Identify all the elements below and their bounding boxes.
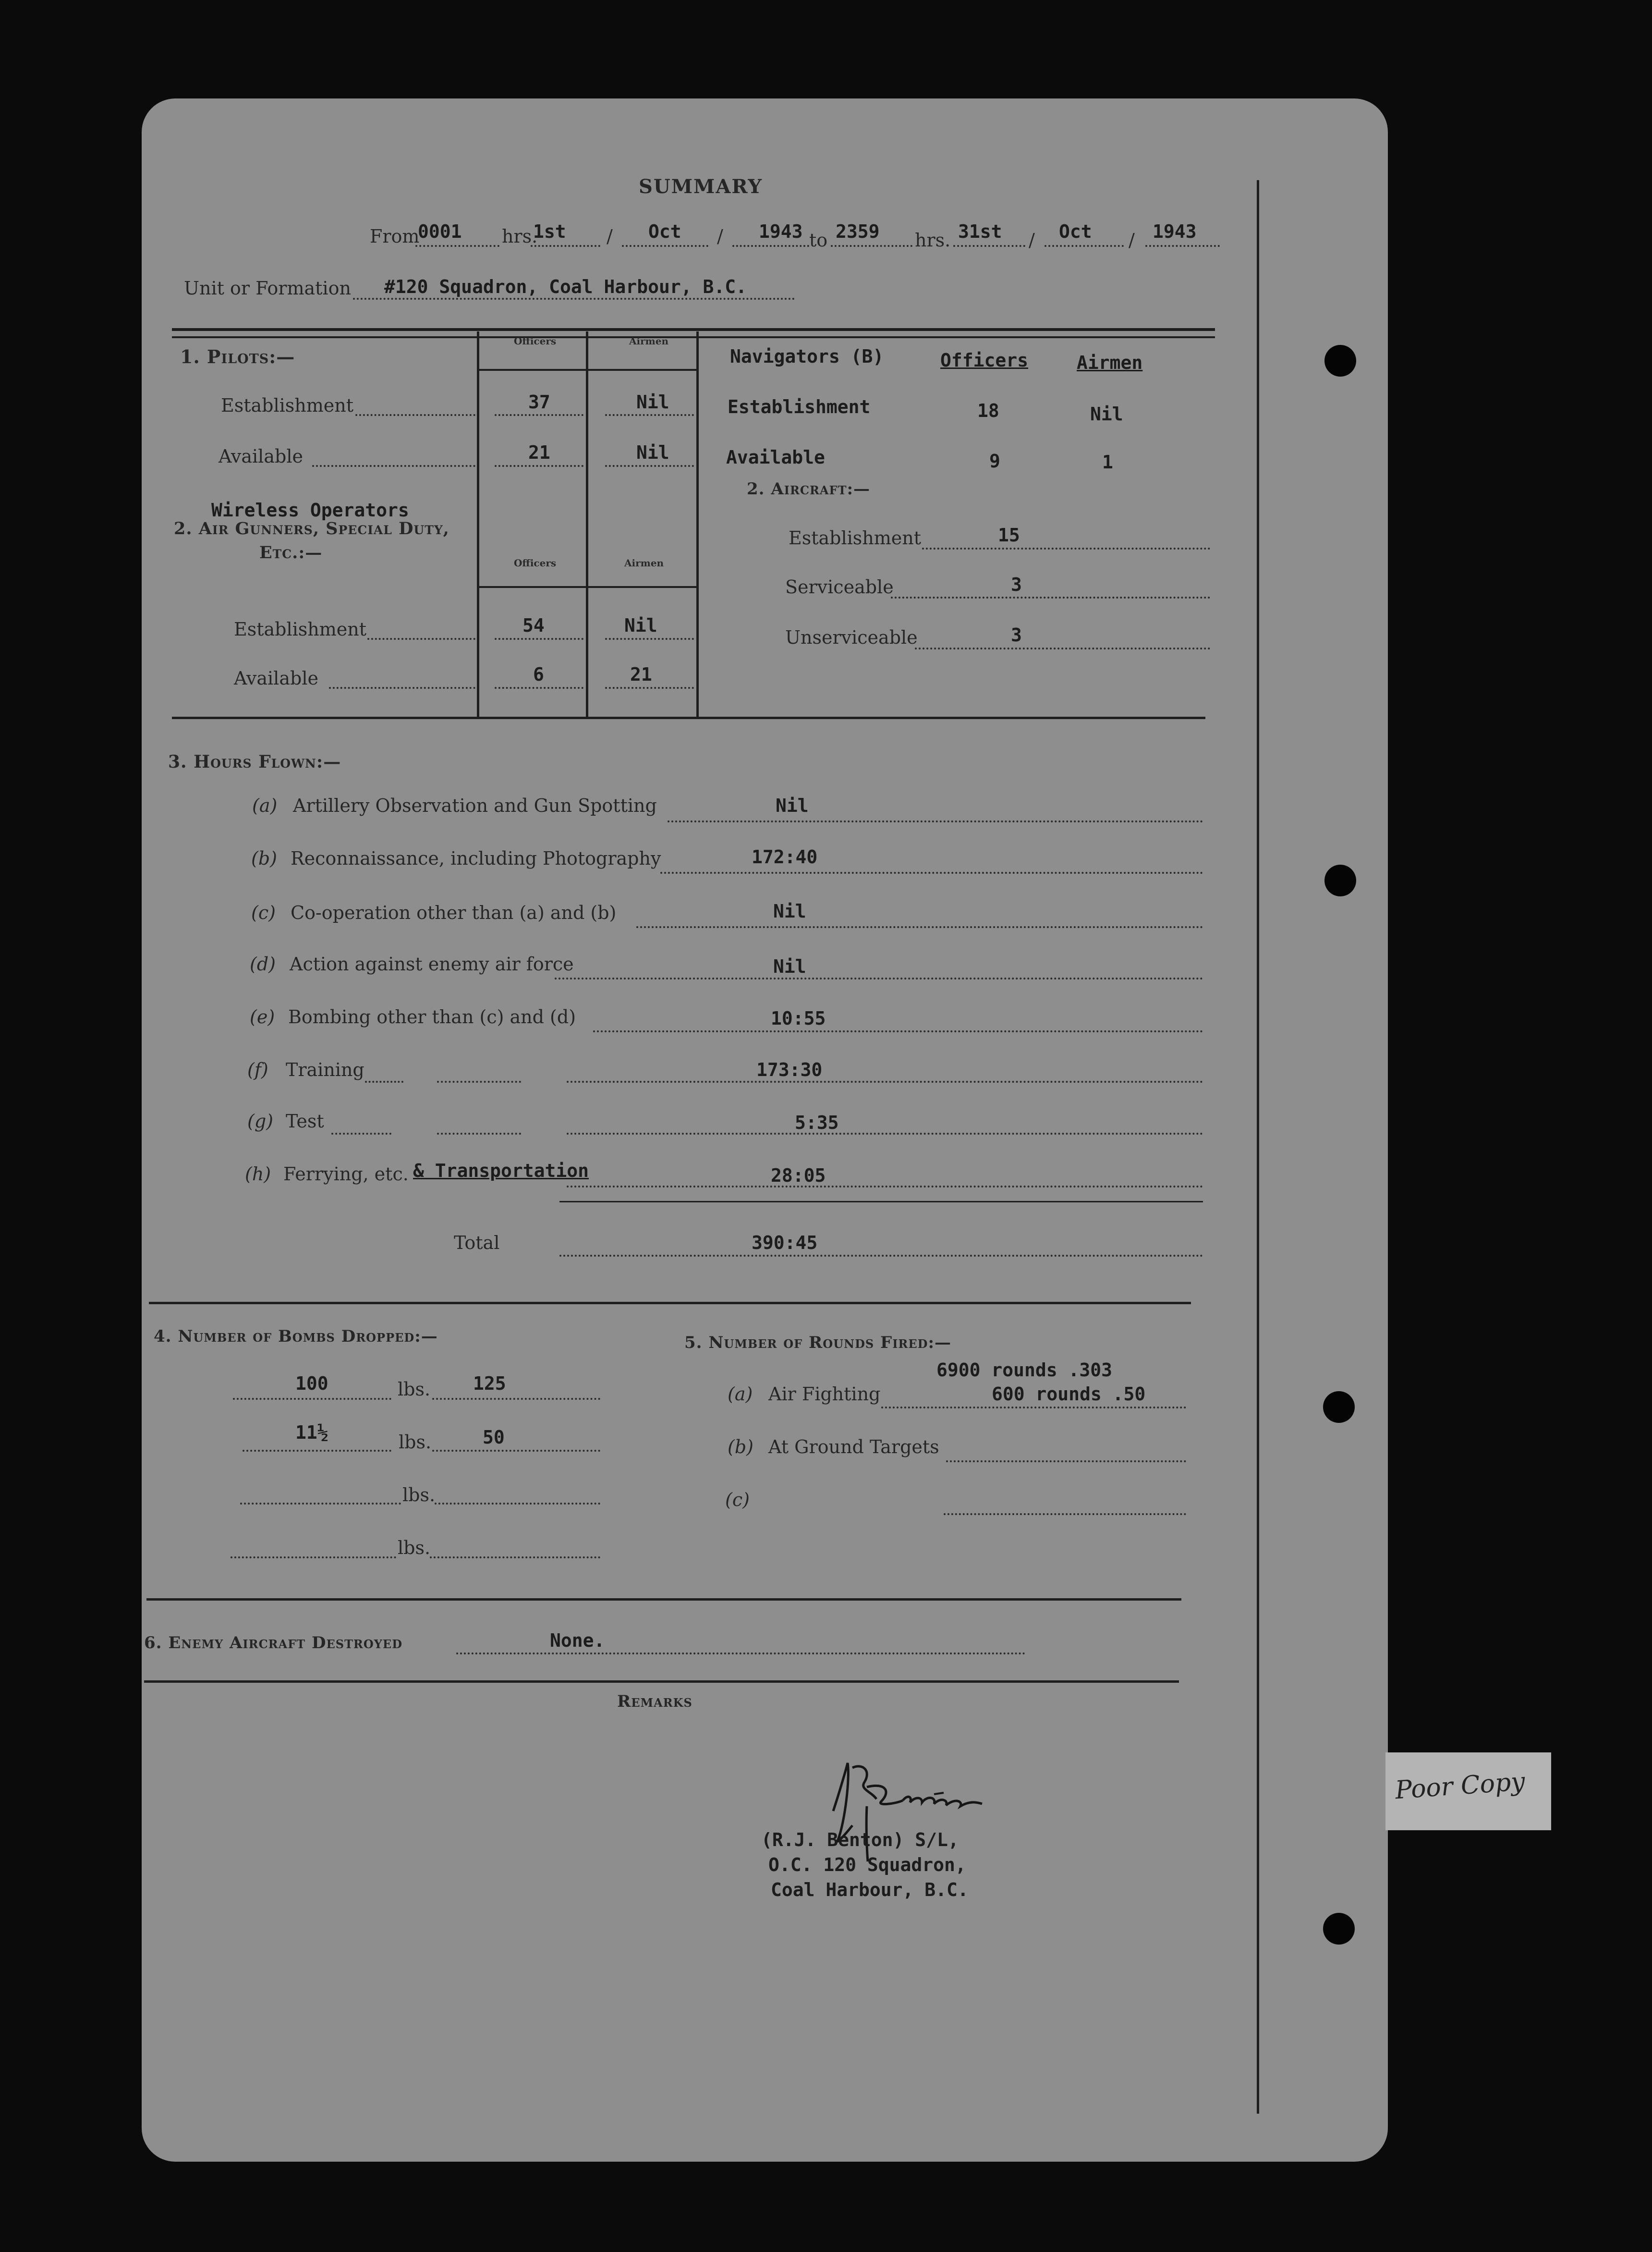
pilots-available-airmen-line [605,465,694,467]
hours-d-line [555,978,1203,979]
signature-line3: Coal Harbour, B.C. [771,1879,969,1900]
enemy-value: None. [550,1630,605,1651]
table-divider [477,331,479,718]
hours-g-key: (g) [247,1111,273,1132]
navigators-col-airmen: Airmen [1077,352,1143,373]
pilots-col-officers: Officers [514,335,557,347]
period-to-month: Oct [1059,221,1092,242]
rounds-other-key: (c) [725,1489,750,1510]
hours-d-label: Action against enemy air force [290,954,574,975]
pilots-establishment-officers-line [495,414,583,416]
period-slash: / [607,226,613,247]
hours-e-key: (e) [250,1006,275,1028]
navigators-establishment-label: Establishment [728,396,871,417]
navigators-col-officers: Officers [940,350,1029,371]
section-rule [146,1598,1181,1601]
period-hrs2-label: hrs. [915,230,951,251]
remarks-heading: Remarks [617,1692,692,1711]
hours-h-line [567,1186,1203,1187]
hours-f-label: Training [286,1059,364,1080]
hours-h-key: (h) [245,1163,271,1185]
gunners-col-officers: Officers [514,557,557,569]
aircraft-unserviceable-label: Unserviceable [785,627,918,648]
aircraft-heading: 2. Aircraft:— [747,479,870,499]
period-to-time-line [831,245,912,247]
bombs-row2-count-line [243,1450,391,1452]
hours-total-label: Total [454,1232,500,1253]
unit-line [353,298,795,300]
bombs-row2-weight: 50 [483,1427,505,1448]
hours-d-key: (d) [250,954,276,975]
bombs-row1-weight-line [432,1398,600,1400]
punch-hole [1323,1391,1355,1423]
hours-total-line [559,1255,1203,1257]
aircraft-serviceable-line [891,597,1210,599]
table-divider [479,369,696,371]
pilots-available-line [312,465,475,467]
bombs-row1-weight: 125 [473,1373,506,1394]
gunners-typed-heading: Wireless Operators [211,500,409,521]
period-to-day: 31st [958,221,1002,242]
gunners-available-airmen: 21 [630,664,652,685]
rounds-air-value1: 6900 rounds .303 [936,1359,1113,1381]
table-divider [479,586,696,588]
section-rule [144,1680,1179,1683]
period-from-month: Oct [648,221,681,242]
pilots-available-airmen: Nil [636,442,669,463]
signature-line2: O.C. 120 Squadron, [768,1854,966,1875]
punch-hole [1324,865,1356,896]
table-divider [696,331,699,718]
hours-e-line [593,1030,1203,1032]
hours-g-line [331,1133,391,1135]
hours-b-label: Reconnaissance, including Photography [291,848,661,869]
pilots-available-officers: 21 [528,442,550,463]
pilots-establishment-airmen-line [605,414,694,416]
hours-c-key: (c) [251,902,276,923]
hours-c-line [636,926,1203,928]
gunners-establishment-line [367,638,475,640]
hours-e-value: 10:55 [771,1008,826,1029]
rounds-air-line [881,1407,1186,1408]
hours-f-line [567,1081,1203,1083]
section-rule [149,1302,1191,1304]
pilots-heading: 1. Pilots:— [180,346,295,367]
period-from-label: From [370,226,420,247]
aircraft-serviceable-value: 3 [1011,574,1022,595]
rounds-heading: 5. Number of Rounds Fired:— [684,1333,952,1352]
hours-f-key: (f) [247,1059,268,1080]
hours-g-value: 5:35 [795,1112,839,1133]
unit-value: #120 Squadron, Coal Harbour, B.C. [384,276,747,297]
header-rule [172,336,1215,338]
hours-f-value: 173:30 [756,1059,823,1080]
hours-c-label: Co-operation other than (a) and (b) [291,902,617,923]
period-to-year-line [1145,245,1220,247]
period-slash: / [1129,230,1135,251]
period-to-label: to [809,230,828,251]
enemy-line [456,1652,1025,1654]
bombs-row4-lbs: lbs. [398,1537,431,1558]
bombs-row4-weight-line [430,1556,600,1558]
hours-f-line [365,1081,403,1083]
hours-h-value: 28:05 [771,1165,826,1186]
hours-g-line [567,1133,1203,1135]
gunners-available-officers: 6 [533,664,544,685]
rounds-air-key: (a) [728,1383,753,1405]
gunners-establishment-officers: 54 [522,615,545,636]
hours-a-value: Nil [776,795,809,816]
bombs-row3-count-line [240,1503,401,1505]
gunners-available-officers-line [495,687,583,689]
pilots-establishment-officers: 37 [528,392,550,413]
hours-h-label: Ferrying, etc. [283,1163,409,1185]
aircraft-unserviceable-value: 3 [1011,624,1022,646]
bombs-row4-count-line [231,1556,396,1558]
bombs-row1-count: 100 [295,1373,328,1394]
navigators-available-label: Available [726,447,825,468]
bombs-row1-count-line [233,1398,391,1400]
gunners-establishment-airmen: Nil [624,615,657,636]
hours-b-key: (b) [251,848,277,869]
period-from-time: 0001 [418,221,462,242]
gunners-establishment-airmen-line [605,638,694,640]
period-from-day-line [531,245,600,247]
bombs-row1-lbs: lbs. [398,1379,431,1400]
period-hrs-label: hrs. [502,226,538,247]
rounds-air-value2: 600 rounds .50 [992,1383,1146,1405]
period-from-year-line [732,245,809,247]
gunners-available-label: Available [234,668,318,689]
hours-heading: 3. Hours Flown:— [168,752,341,772]
bombs-row3-weight-line [435,1503,600,1505]
hours-f-line [437,1081,521,1083]
period-from-time-line [415,245,499,247]
rounds-ground-key: (b) [728,1436,753,1457]
gunners-available-line [329,687,475,689]
rounds-ground-label: At Ground Targets [768,1436,939,1457]
gunners-establishment-label: Establishment [234,619,367,640]
period-to-day-line [953,245,1025,247]
period-from-day: 1st [533,221,566,242]
aircraft-unserviceable-line [915,648,1210,649]
navigators-available-airmen: 1 [1102,452,1113,473]
pilots-establishment-airmen: Nil [636,392,669,413]
gunners-col-airmen: Airmen [624,557,664,569]
aircraft-serviceable-label: Serviceable [785,576,894,598]
hours-g-label: Test [286,1111,324,1132]
period-from-month-line [622,245,708,247]
pilots-establishment-label: Establishment [221,395,354,416]
aircraft-establishment-line [922,548,1210,550]
margin-rule [1257,180,1259,2114]
hours-total-value: 390:45 [752,1232,818,1253]
bombs-heading: 4. Number of Bombs Dropped:— [154,1327,438,1346]
hours-c-value: Nil [773,901,806,922]
bombs-row2-weight-line [432,1450,600,1452]
hours-h-extra: & Transportation [413,1160,589,1181]
hours-b-line [660,872,1203,874]
period-slash: / [1029,230,1035,251]
aircraft-establishment-value: 15 [998,525,1020,546]
hours-d-value: Nil [773,956,806,977]
pilots-establishment-line [355,414,475,416]
navigators-available-officers: 9 [989,451,1000,472]
hours-total-rule [559,1201,1203,1202]
bombs-row2-count: 11½ [295,1422,328,1443]
navigators-heading: Navigators (B) [730,346,884,367]
poor-copy-stamp-text: Poor Copy [1394,1767,1526,1805]
punch-hole [1323,1913,1355,1945]
pilots-col-airmen: Airmen [629,335,669,347]
rounds-ground-line [946,1460,1186,1462]
hours-a-key: (a) [252,795,278,816]
form-title: SUMMARY [639,175,763,198]
gunners-heading-line1: 2. Air Gunners, Special Duty, [174,519,449,539]
hours-b-value: 172:40 [752,846,818,868]
bombs-row3-lbs: lbs. [402,1484,436,1505]
period-to-month-line [1045,245,1124,247]
period-to-time: 2359 [836,221,880,242]
navigators-establishment-airmen: Nil [1090,404,1123,425]
pilots-available-officers-line [495,465,583,467]
section-rule [172,717,1205,719]
period-to-year: 1943 [1153,221,1197,242]
hours-a-label: Artillery Observation and Gun Spotting [293,795,657,816]
enemy-label: 6. Enemy Aircraft Destroyed [144,1633,403,1652]
signature-line1: (R.J. Benton) S/L, [761,1829,959,1850]
navigators-establishment-officers: 18 [977,400,999,421]
rounds-other-line [944,1513,1186,1515]
pilots-available-label: Available [219,446,303,467]
rounds-air-label: Air Fighting [768,1383,881,1405]
hours-e-label: Bombing other than (c) and (d) [288,1006,576,1028]
gunners-heading-line2: Etc.:— [259,543,323,563]
aircraft-establishment-label: Establishment [789,527,922,549]
poor-copy-stamp [1385,1752,1551,1830]
header-rule [172,328,1215,331]
unit-label: Unit or Formation [184,278,351,299]
table-divider [586,331,588,718]
hours-g-line [437,1133,521,1135]
gunners-available-airmen-line [605,687,694,689]
bombs-row2-lbs: lbs. [399,1432,432,1453]
period-from-year: 1943 [759,221,803,242]
gunners-establishment-officers-line [495,638,583,640]
hours-a-line [668,820,1203,822]
punch-hole [1324,345,1356,377]
period-slash: / [717,226,723,247]
